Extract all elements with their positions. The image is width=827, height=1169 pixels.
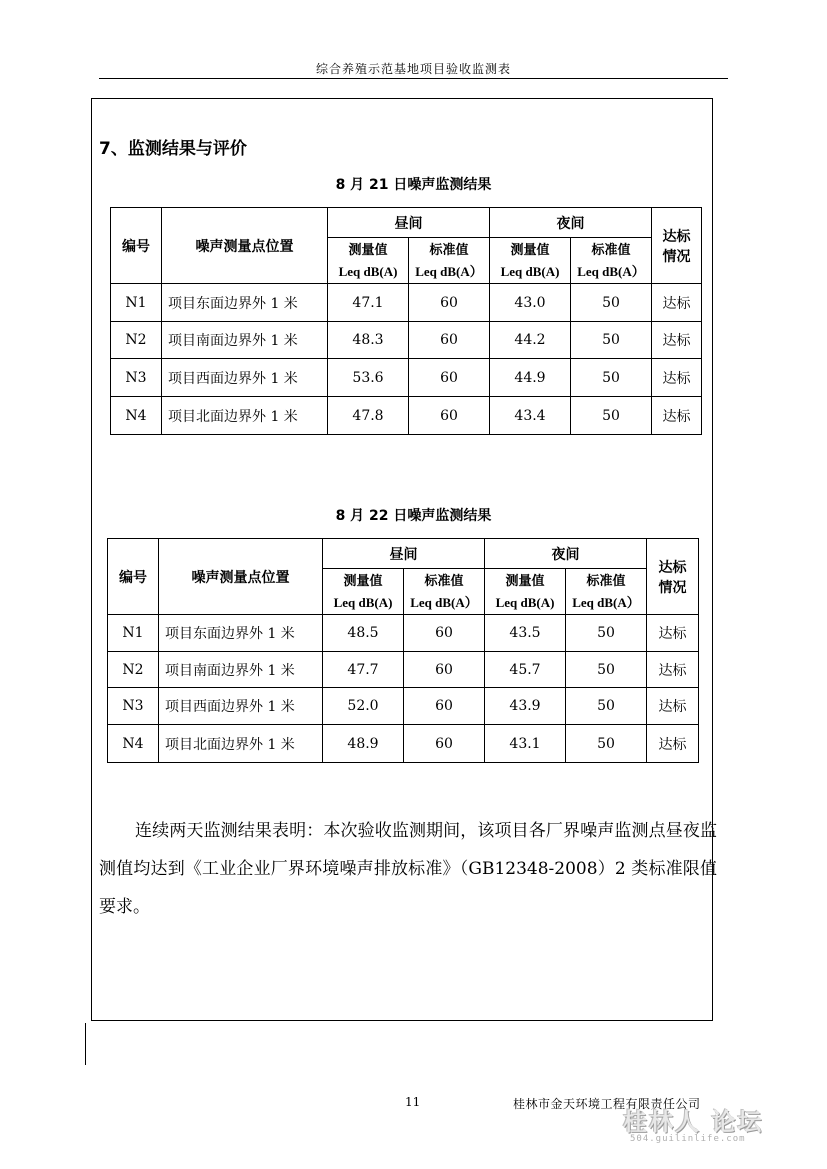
- cell-day-measured: 47.7: [323, 652, 404, 688]
- header-status: [652, 208, 702, 284]
- header-night-measured: [490, 238, 571, 284]
- header-day: 昼间: [328, 208, 490, 238]
- page-number: 11: [405, 1095, 421, 1109]
- header-standard-label: 标准值: [591, 242, 631, 258]
- cell-night-measured: 43.5: [485, 615, 566, 652]
- cell-id: N4: [111, 397, 162, 435]
- header-day-standard: [404, 569, 485, 615]
- cell-day-measured: 53.6: [328, 359, 409, 397]
- cell-night-measured: 43.0: [490, 284, 571, 322]
- cell-id: N2: [108, 652, 159, 688]
- header-unit: Leq dB(A): [495, 594, 555, 610]
- table-row: [111, 322, 702, 359]
- cell-night-measured: 43.1: [485, 725, 566, 763]
- cell-night-measured: 44.2: [490, 322, 571, 359]
- header-unit: Leq dB(A）: [410, 594, 478, 610]
- cell-night-standard: 50: [571, 397, 652, 435]
- cell-location: 项目北面边界外 1 米: [159, 725, 323, 763]
- header-measured-label: 测量值: [343, 573, 383, 589]
- header-measured-label: 测量值: [505, 573, 545, 589]
- header-status-line1: 达标: [658, 559, 687, 576]
- table-row: [108, 725, 699, 763]
- header-divider: [99, 78, 728, 79]
- header-unit: Leq dB(A): [333, 594, 393, 610]
- header-unit: Leq dB(A): [338, 263, 398, 279]
- header-night-standard: [571, 238, 652, 284]
- cell-night-standard: 50: [571, 284, 652, 322]
- header-id: 编号: [111, 208, 162, 284]
- cell-day-standard: 60: [404, 652, 485, 688]
- table-row: [111, 359, 702, 397]
- cell-status: 达标: [652, 359, 702, 397]
- header-status: [647, 539, 699, 615]
- cell-location: 项目西面边界外 1 米: [162, 359, 328, 397]
- header-day: 昼间: [323, 539, 485, 569]
- cell-night-measured: 43.4: [490, 397, 571, 435]
- header-measured-label: 测量值: [348, 242, 388, 258]
- cell-id: N4: [108, 725, 159, 763]
- section-heading: 7、监测结果与评价: [99, 139, 247, 159]
- cell-day-standard: 60: [409, 322, 490, 359]
- header-location: 噪声测量点位置: [162, 208, 328, 284]
- cell-day-standard: 60: [404, 615, 485, 652]
- cell-status: 达标: [652, 322, 702, 359]
- header-unit: Leq dB(A）: [577, 263, 645, 279]
- cell-night-standard: 50: [571, 322, 652, 359]
- cell-status: 达标: [647, 652, 699, 688]
- cell-day-measured: 48.5: [323, 615, 404, 652]
- cell-status: 达标: [652, 284, 702, 322]
- cell-id: N3: [111, 359, 162, 397]
- cell-night-measured: 43.9: [485, 688, 566, 725]
- conclusion-paragraph: 连续两天监测结果表明：本次验收监测期间，该项目各厂界噪声监测点昼夜监测值均达到《工业企业厂界环境噪声排放标准》（GB12348-2008）2 类标准限值要求。: [99, 821, 717, 917]
- cell-id: N1: [111, 284, 162, 322]
- cell-day-standard: 60: [409, 359, 490, 397]
- table-row: [108, 652, 699, 688]
- watermark-url: 504.guilinlife.com: [630, 1134, 746, 1144]
- cell-status: 达标: [647, 688, 699, 725]
- cell-night-measured: 44.9: [490, 359, 571, 397]
- cell-status: 达标: [647, 615, 699, 652]
- cell-day-standard: 60: [409, 284, 490, 322]
- cell-location: 项目西面边界外 1 米: [159, 688, 323, 725]
- cell-day-measured: 47.1: [328, 284, 409, 322]
- page-header-title: 综合养殖示范基地项目验收监测表: [315, 62, 511, 76]
- cell-id: N2: [111, 322, 162, 359]
- table-caption: 8 月 21 日噪声监测结果: [335, 177, 492, 193]
- header-day-standard: [409, 238, 490, 284]
- cell-id: N3: [108, 688, 159, 725]
- header-status-line1: 达标: [662, 228, 691, 245]
- margin-line: [85, 1023, 86, 1065]
- cell-day-standard: 60: [404, 725, 485, 763]
- header-unit: Leq dB(A): [500, 263, 560, 279]
- cell-day-standard: 60: [404, 688, 485, 725]
- header-status-line2: 情况: [658, 579, 687, 596]
- header-night-standard: [566, 569, 647, 615]
- watermark-logo: 桂林人 论坛: [623, 1108, 764, 1136]
- cell-location: 项目东面边界外 1 米: [162, 284, 328, 322]
- table-body: [108, 615, 699, 763]
- cell-night-standard: 50: [566, 615, 647, 652]
- cell-night-standard: 50: [571, 359, 652, 397]
- cell-night-standard: 50: [566, 725, 647, 763]
- cell-status: 达标: [647, 725, 699, 763]
- header-night: 夜间: [490, 208, 652, 238]
- header-day-measured: [323, 569, 404, 615]
- header-unit: Leq dB(A）: [415, 263, 483, 279]
- header-location: 噪声测量点位置: [159, 539, 323, 615]
- cell-id: N1: [108, 615, 159, 652]
- cell-location: 项目南面边界外 1 米: [162, 322, 328, 359]
- cell-status: 达标: [652, 397, 702, 435]
- cell-night-measured: 45.7: [485, 652, 566, 688]
- cell-night-standard: 50: [566, 652, 647, 688]
- header-standard-label: 标准值: [586, 573, 626, 589]
- header-standard-label: 标准值: [424, 573, 464, 589]
- header-standard-label: 标准值: [429, 242, 469, 258]
- noise-table: [110, 207, 702, 435]
- table-caption: 8 月 22 日噪声监测结果: [335, 508, 492, 524]
- company-name: 桂林市金天环境工程有限责任公司: [513, 1097, 701, 1111]
- noise-table: [107, 538, 699, 763]
- cell-location: 项目北面边界外 1 米: [162, 397, 328, 435]
- header-measured-label: 测量值: [510, 242, 550, 258]
- cell-night-standard: 50: [566, 688, 647, 725]
- table-row: [111, 284, 702, 322]
- cell-day-measured: 52.0: [323, 688, 404, 725]
- cell-day-measured: 48.3: [328, 322, 409, 359]
- header-night: 夜间: [485, 539, 647, 569]
- cell-day-standard: 60: [409, 397, 490, 435]
- header-id: 编号: [108, 539, 159, 615]
- cell-day-measured: 48.9: [323, 725, 404, 763]
- header-status-line2: 情况: [662, 248, 691, 265]
- header-day-measured: [328, 238, 409, 284]
- cell-location: 项目东面边界外 1 米: [159, 615, 323, 652]
- table-row: [111, 397, 702, 435]
- header-unit: Leq dB(A）: [572, 594, 640, 610]
- cell-location: 项目南面边界外 1 米: [159, 652, 323, 688]
- cell-day-measured: 47.8: [328, 397, 409, 435]
- header-night-measured: [485, 569, 566, 615]
- table-row: [108, 688, 699, 725]
- table-body: [111, 284, 702, 435]
- table-row: [108, 615, 699, 652]
